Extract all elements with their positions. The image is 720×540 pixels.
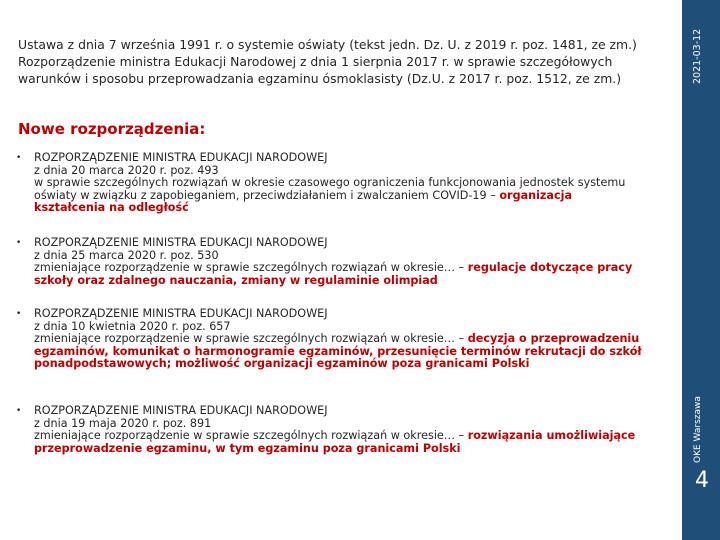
regulation-date: z dnia 25 marca 2020 r. poz. 530	[34, 248, 219, 262]
regulation-highlight: decyzja o przeprowadzeniu egzaminów, komunikat o harmonogramie egzaminów, przesunięcie terminów rekrutacji do szkół ponadpodstawowych; możliwość organizacji egzaminów poza granicami Polski	[34, 332, 642, 371]
bullet-icon: •	[16, 238, 22, 248]
regulation-date: z dnia 10 kwietnia 2020 r. poz. 657	[34, 319, 231, 333]
regulation-description: zmieniające rozporządzenie w sprawie szczególnych rozwiązań w okresie… –	[34, 261, 465, 275]
regulation-highlight: regulacje dotyczące pracy szkoły oraz zdalnego nauczania, zmiany w regulaminie olimpiad	[34, 261, 633, 287]
page-number: 4	[695, 468, 709, 493]
regulation-date: z dnia 19 maja 2020 r. poz. 891	[34, 416, 212, 430]
regulation-highlight: rozwiązania umożliwiające przeprowadzenie egzaminu, w tym egzaminu poza granicami Polski	[34, 429, 636, 455]
bullet-icon: •	[16, 153, 22, 163]
bullet-icon: •	[16, 406, 22, 416]
regulation-item-3	[16, 308, 646, 371]
regulation-heading: ROZPORZĄDZENIE MINISTRA EDUKACJI NARODOWEJ	[34, 151, 328, 164]
regulation-description: zmieniające rozporządzenie w sprawie szczególnych rozwiązań w okresie… –	[34, 429, 465, 443]
regulation-heading: ROZPORZĄDZENIE MINISTRA EDUKACJI NARODOWEJ	[34, 307, 328, 320]
sidebar-date: 2021-03-12	[692, 28, 703, 84]
regulation-description: zmieniające rozporządzenie w sprawie szczególnych rozwiązań w okresie… –	[34, 332, 465, 346]
regulation-highlight: organizacja kształcenia na odległość	[34, 188, 572, 215]
regulation-item-1	[16, 152, 646, 215]
regulation-description: w sprawie szczególnych rozwiązań w okresie czasowego ograniczenia funkcjonowania jednostek systemu oświaty w związku z zapobieganiem, przeciwdziałaniem i zwalczaniem COVID-19 –	[34, 176, 626, 202]
sidebar	[682, 0, 720, 540]
regulation-heading: ROZPORZĄDZENIE MINISTRA EDUKACJI NARODOWEJ	[34, 236, 328, 249]
section-title: Nowe rozporządzenia:	[18, 120, 206, 138]
bullet-icon: •	[16, 309, 22, 319]
regulation-item-4	[16, 405, 646, 455]
regulation-heading: ROZPORZĄDZENIE MINISTRA EDUKACJI NARODOWEJ	[34, 404, 328, 417]
legal-basis-text: Ustawa z dnia 7 września 1991 r. o systemie oświaty (tekst jedn. Dz. U. z 2019 r. poz. 1481, ze zm.) Rozporządzenie ministra Edukacji Narodowej z dnia 1 sierpnia 2017 r. w sprawie szczegółowych warunków i sposobu przeprowadzania egzaminu ósmoklasisty (Dz.U. z 2017 r. poz. 1512, ze zm.)	[18, 37, 637, 86]
sidebar-organization: OKE Warszawa	[693, 396, 703, 463]
regulation-item-2	[16, 237, 646, 287]
regulation-date: z dnia 20 marca 2020 r. poz. 493	[34, 163, 219, 177]
